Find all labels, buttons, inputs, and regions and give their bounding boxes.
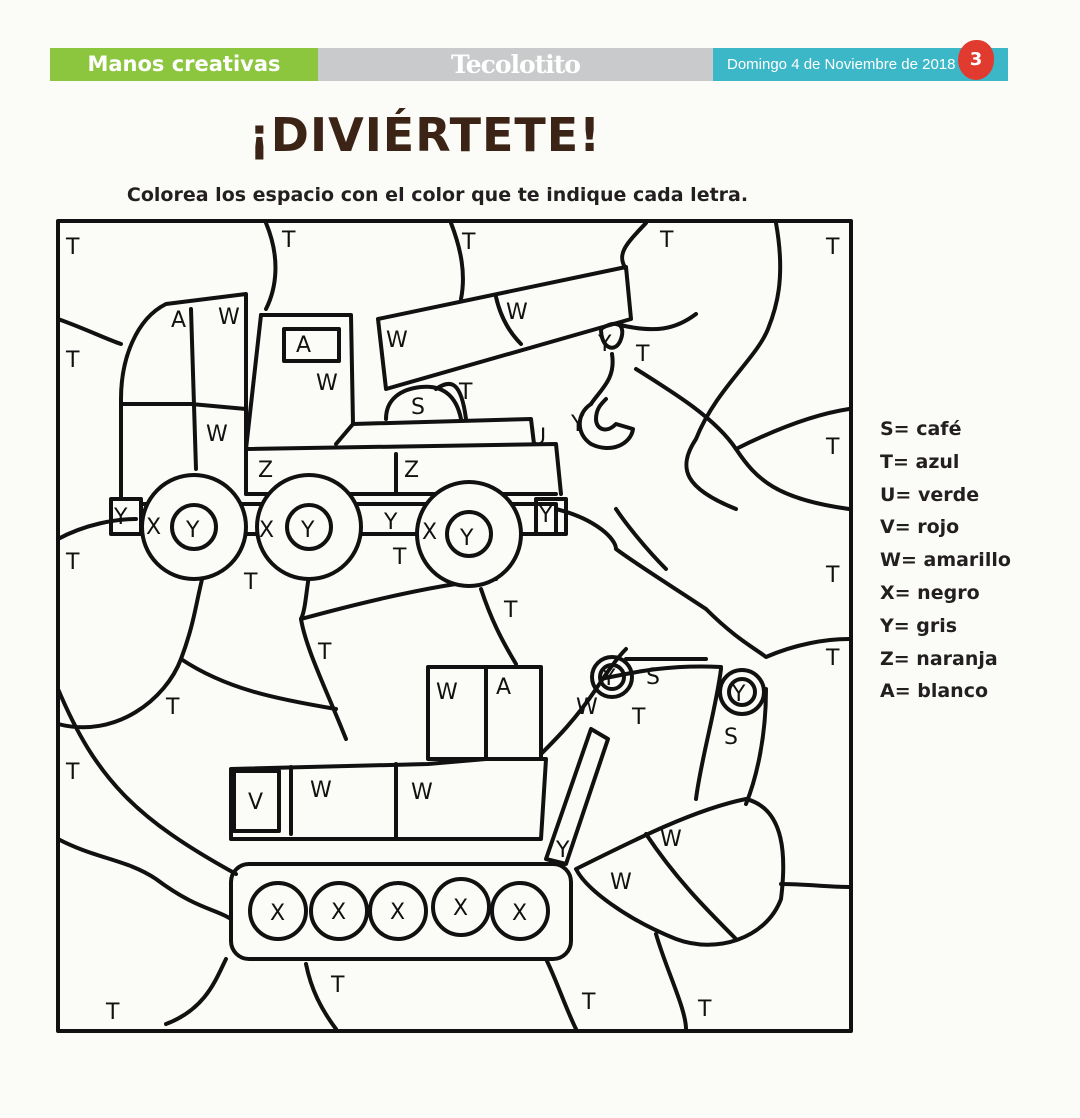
region-letter: S (411, 395, 425, 420)
region-letter: T (166, 695, 180, 720)
region-letter: S (646, 665, 660, 690)
legend-item-w: W= amarillo (880, 549, 1011, 572)
legend-item-v: V= rojo (880, 516, 960, 539)
region-letter: Z (258, 458, 274, 483)
region-letter: Y (384, 510, 398, 535)
region-letter: T (636, 342, 650, 367)
region-letter: T (826, 563, 840, 588)
region-letter: Y (301, 518, 315, 543)
region-letter: T (698, 997, 712, 1022)
region-letter: T (244, 570, 258, 595)
region-letter: Y (460, 526, 474, 551)
region-letter: Y (539, 503, 553, 528)
region-letter: W (436, 680, 458, 705)
region-letter: X (270, 901, 286, 926)
region-letter: W (206, 422, 228, 447)
color-legend (880, 413, 1070, 708)
legend-item-t: T= azul (880, 450, 960, 473)
region-letter: T (826, 646, 840, 671)
region-letter: W (576, 695, 598, 720)
region-letter: Y (598, 332, 612, 357)
section-label: Manos creativas (50, 48, 318, 81)
page-title: ¡DIVIÉRTETE! (248, 108, 602, 162)
region-letter: W (660, 827, 682, 852)
region-letter: T (66, 550, 80, 575)
region-letter: Y (732, 682, 746, 707)
region-letter: Y (602, 666, 616, 691)
legend-item-a: A= blanco (880, 680, 989, 703)
legend-item-z: Z= naranja (880, 647, 998, 670)
region-letter: T (393, 545, 407, 570)
region-letter: X (422, 520, 438, 545)
region-letter: T (106, 1000, 120, 1025)
region-letter: Y (571, 412, 585, 437)
legend-item-x: X= negro (880, 581, 980, 604)
region-letter: U (530, 425, 547, 450)
region-letter: T (331, 973, 345, 998)
region-letter: W (218, 305, 240, 330)
legend-item-s: S= café (880, 418, 962, 440)
region-letter: S (724, 725, 738, 750)
legend-item-u: U= verde (880, 483, 980, 506)
region-letter: W (506, 300, 528, 325)
region-letter: X (512, 901, 528, 926)
region-letter: X (146, 515, 162, 540)
region-letter: Y (186, 518, 200, 543)
region-letter: T (66, 760, 80, 785)
region-letter: A (496, 675, 512, 700)
region-letter: T (318, 640, 332, 665)
region-letter: T (826, 235, 840, 260)
header-bar (50, 48, 1040, 81)
region-letter: T (660, 228, 674, 253)
region-letter: T (582, 990, 596, 1015)
region-letter: W (610, 870, 632, 895)
region-letter: X (390, 900, 406, 925)
region-letter: T (826, 435, 840, 460)
issue-date: Domingo 4 de Noviembre de 2018 (713, 48, 1008, 81)
region-letter: Y (556, 838, 570, 863)
region-letter: T (504, 598, 518, 623)
region-letter: X (259, 518, 275, 543)
region-letter: V (248, 790, 264, 815)
region-letter: T (282, 228, 296, 253)
region-letter: A (296, 333, 312, 358)
region-letter: W (310, 778, 332, 803)
region-letter: W (316, 371, 338, 396)
region-letter: Z (404, 458, 420, 483)
region-letter: T (66, 348, 80, 373)
instructions: Colorea los espacio con el color que te indique cada letra. (126, 184, 749, 206)
coloring-picture (56, 219, 856, 1037)
brand-logo: Tecolotito (318, 48, 713, 81)
region-letter: T (66, 235, 80, 260)
region-letter: T (632, 705, 646, 730)
region-letter: X (331, 900, 347, 925)
region-letter: X (453, 896, 469, 921)
region-letter: W (411, 780, 433, 805)
region-letter: A (171, 308, 187, 333)
region-letter: T (459, 380, 473, 405)
region-letter: T (462, 230, 476, 255)
legend-item-y: Y= gris (880, 614, 958, 637)
region-letter: W (386, 328, 408, 353)
region-letter: Y (114, 505, 128, 530)
page-number-badge: 3 (958, 40, 994, 80)
